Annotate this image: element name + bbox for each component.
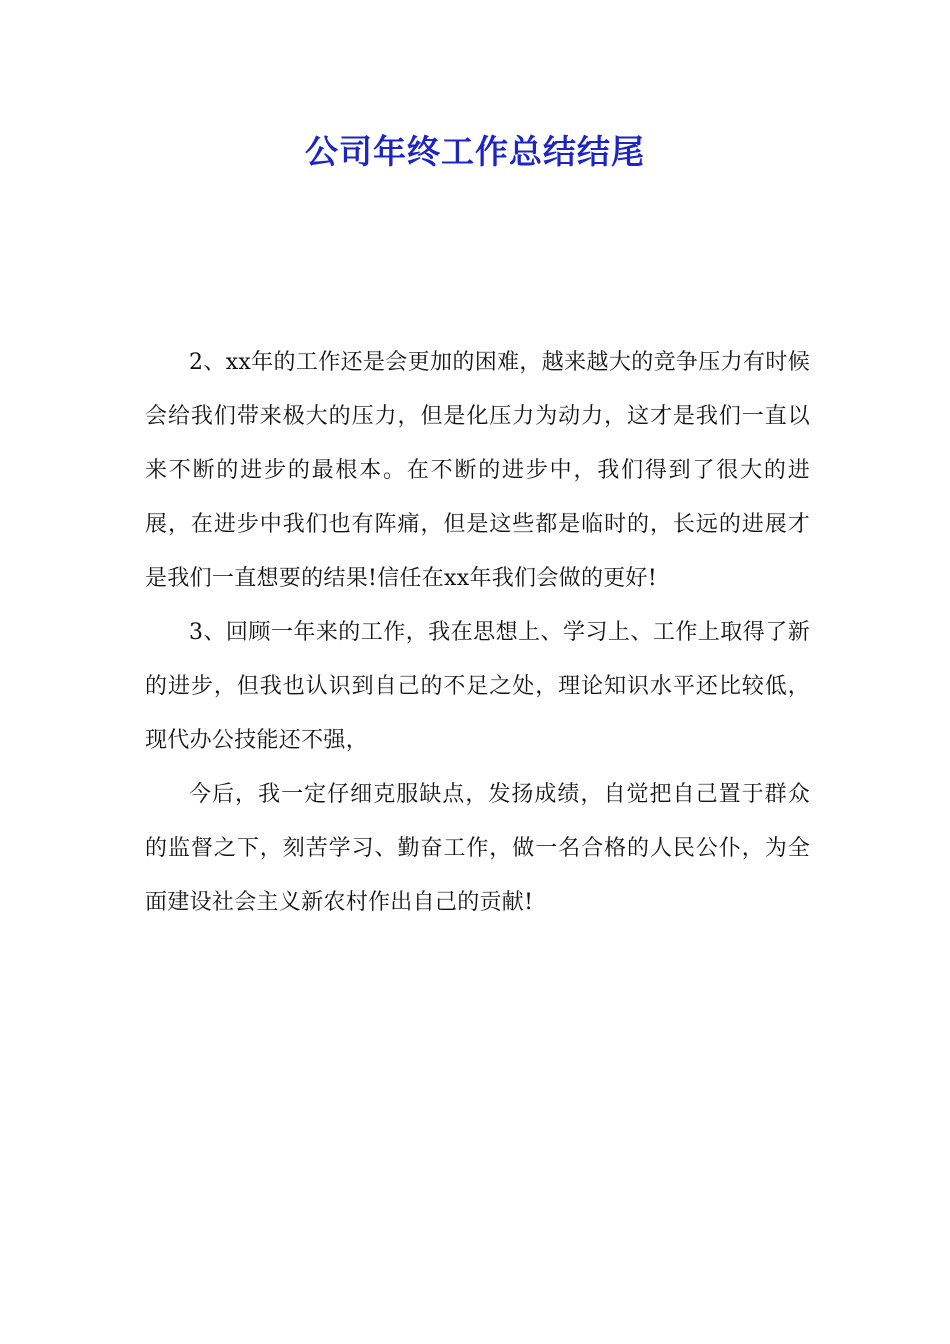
paragraph-1: 2、xx年的工作还是会更加的困难，越来越大的竞争压力有时候会给我们带来极大的压力，但是化压力为动力，这才是我们一直以来不断的进步的最根本。在不断的进步中，我们得到了很大的进展，在进步中我们也有阵痛，但是这些都是临时的，长远的进展才是我们一直想要的结果!信任在xx年我们会做的更好! bbox=[145, 350, 810, 591]
document-body bbox=[145, 336, 810, 930]
paragraph-2: 3、回顾一年来的工作，我在思想上、学习上、工作上取得了新的进步，但我也认识到自己的不足之处，理论知识水平还比较低，现代办公技能还不强， bbox=[145, 620, 810, 753]
paragraph-3: 今后，我一定仔细克服缺点，发扬成绩，自觉把自己置于群众的监督之下，刻苦学习、勤奋工作，做一名合格的人民公仆，为全面建设社会主义新农村作出自己的贡献! bbox=[145, 782, 810, 915]
document-title: 公司年终工作总结结尾 bbox=[305, 132, 645, 171]
